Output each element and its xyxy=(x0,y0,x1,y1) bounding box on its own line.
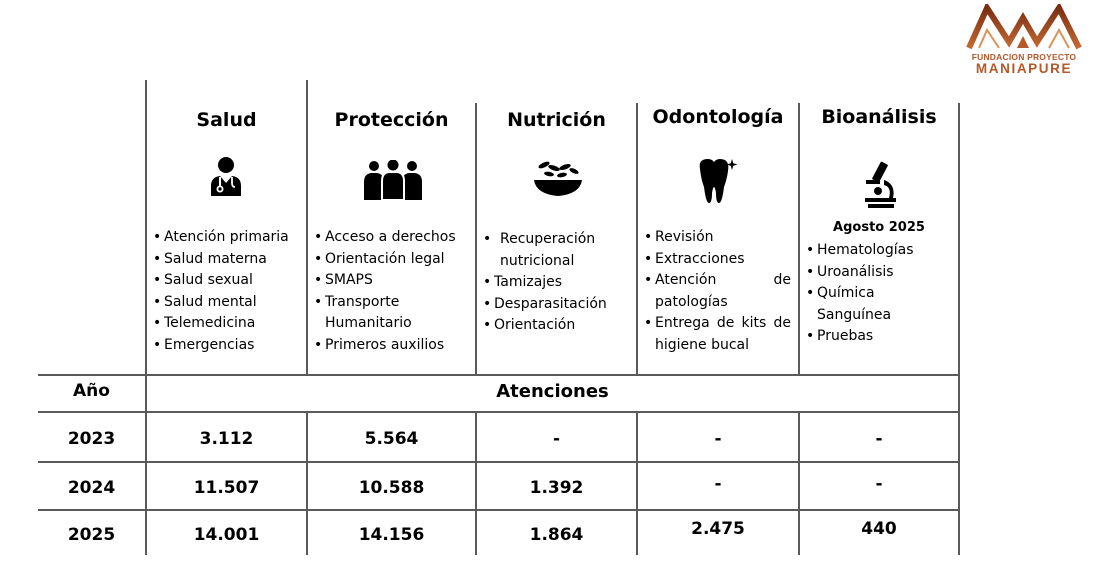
list-item: • Recuperación nutricional xyxy=(483,229,604,272)
list-item: • Desparasitación xyxy=(483,294,633,316)
food-bowl-icon xyxy=(532,158,584,198)
doctor-icon xyxy=(209,156,243,196)
table-cell: 2.475 xyxy=(691,519,745,539)
list-item: • Atención primaria xyxy=(153,227,303,249)
column-title-nutricion: Nutrición xyxy=(507,109,606,131)
list-item: • Emergencias xyxy=(153,335,303,357)
list-item: • Telemedicina xyxy=(153,313,303,335)
list-item: • Salud materna xyxy=(153,249,303,271)
maniapure-logo-mark xyxy=(965,4,1083,50)
table-cell: - xyxy=(714,474,722,494)
grid-line-h1 xyxy=(38,374,960,376)
year-header: Año xyxy=(73,381,110,401)
tooth-icon xyxy=(694,157,738,205)
table-cell: - xyxy=(875,474,883,494)
grid-line-h2 xyxy=(38,411,960,413)
list-item: • Orientación legal xyxy=(314,249,470,271)
nutricion-services-list xyxy=(483,229,633,337)
list-item: • Salud mental xyxy=(153,292,303,314)
salud-services-list xyxy=(153,227,303,356)
logo-text-line2: MANIAPURE xyxy=(975,61,1073,76)
column-title-bioanalisis: Bioanálisis xyxy=(821,106,937,128)
list-item: • Primeros auxilios xyxy=(314,335,470,357)
table-cell: 11.507 xyxy=(193,478,260,498)
list-item: • Acceso a derechos xyxy=(314,227,470,249)
table-cell: - xyxy=(714,429,722,449)
grid-line-h3 xyxy=(38,461,960,463)
list-item: • Salud sexual xyxy=(153,270,303,292)
microscope-icon xyxy=(860,160,900,210)
table-row-year: 2023 xyxy=(67,429,116,449)
list-item: • Revisión xyxy=(644,227,791,249)
table-cell: 1.392 xyxy=(529,478,584,498)
table-row-year: 2025 xyxy=(67,525,116,545)
list-item: • Uroanálisis xyxy=(806,262,946,284)
list-item: • Extracciones xyxy=(644,249,791,271)
logo-text-line1: FUNDACION PROYECTO xyxy=(971,52,1077,62)
table-cell: 10.588 xyxy=(358,478,425,498)
list-item: • Atención de patologías xyxy=(644,270,791,313)
column-title-proteccion: Protección xyxy=(334,109,449,131)
column-title-odontologia: Odontología xyxy=(652,106,784,128)
list-item: • Química Sanguínea xyxy=(806,283,897,326)
list-item: • Entrega de kits de higiene bucal xyxy=(644,313,791,356)
list-item: • Transporte Humanitario xyxy=(314,292,421,335)
grid-line-h4 xyxy=(38,509,960,511)
bioanalisis-date-subtitle: Agosto 2025 xyxy=(833,220,925,235)
atenciones-header: Atenciones xyxy=(496,381,609,402)
odontologia-services-list xyxy=(644,227,791,356)
list-item: • Tamizajes xyxy=(483,272,633,294)
list-item: • Hematologías xyxy=(806,240,946,262)
table-cell: 1.864 xyxy=(529,525,584,545)
table-row-year: 2024 xyxy=(67,478,116,498)
people-group-icon xyxy=(362,160,424,200)
list-item: • Pruebas xyxy=(806,326,946,348)
table-cell: 14.156 xyxy=(358,525,425,545)
list-item: • SMAPS xyxy=(314,270,470,292)
grid-line-v3 xyxy=(475,103,477,375)
table-cell: - xyxy=(552,429,561,449)
table-cell: - xyxy=(875,429,883,449)
table-cell: 440 xyxy=(861,519,897,539)
table-cell: 14.001 xyxy=(193,525,260,545)
proteccion-services-list xyxy=(314,227,470,356)
grid-line-v5 xyxy=(798,103,800,375)
column-title-salud: Salud xyxy=(196,109,257,131)
grid-line-v4 xyxy=(636,103,638,375)
table-cell: 3.112 xyxy=(199,429,254,449)
grid-line-v6 xyxy=(958,103,960,555)
table-cell: 5.564 xyxy=(364,429,419,449)
bioanalisis-services-list xyxy=(806,240,946,348)
list-item: • Orientación xyxy=(483,315,633,337)
maniapure-logo xyxy=(962,4,1086,82)
